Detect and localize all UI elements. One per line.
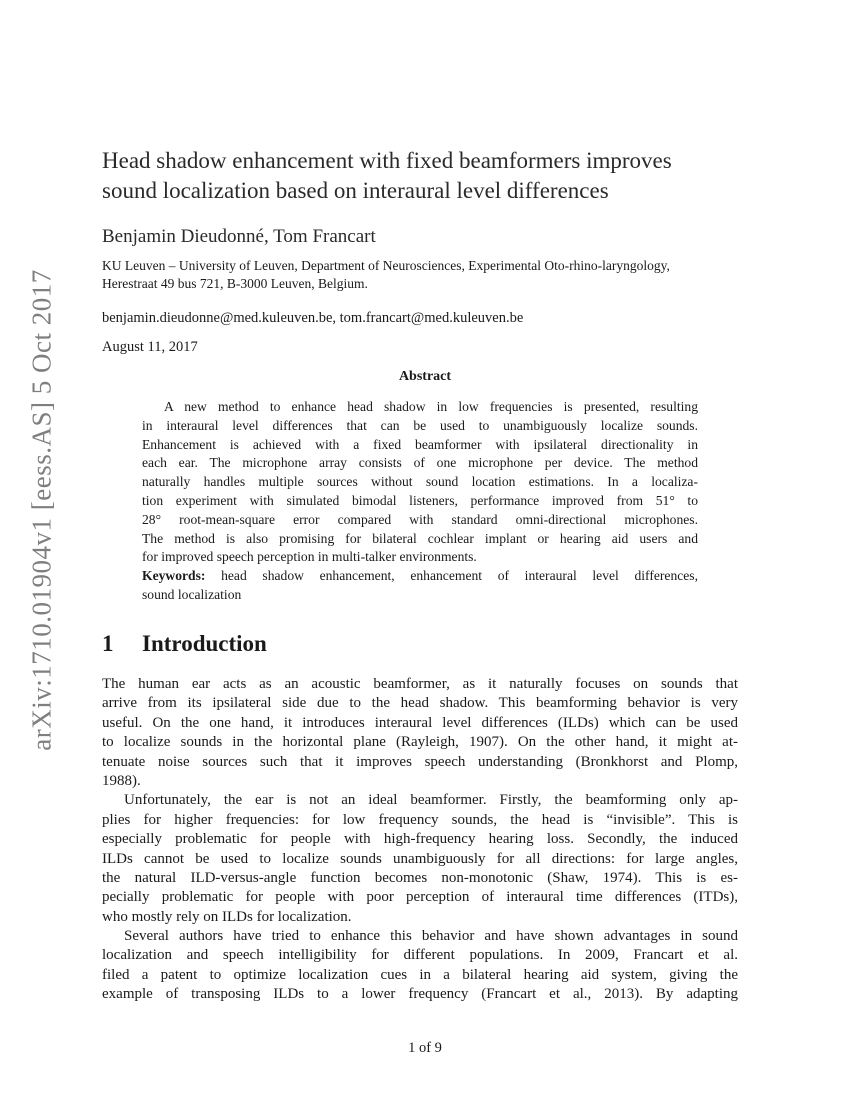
abstract-line: Enhancement is achieved with a fixed beamformer with ipsilateral directionality in	[142, 436, 698, 452]
paragraph-line: filed a patent to optimize localization cues in a bilateral hearing aid system, giving the	[102, 966, 738, 983]
paragraph-line: The human ear acts as an acoustic beamformer, as it naturally focuses on sounds that	[102, 676, 738, 692]
arxiv-identifier-stamp[interactable]: arXiv:1710.01904v1 [eess.AS] 5 Oct 2017	[26, 269, 57, 751]
affiliation	[102, 257, 742, 293]
paragraph-line: arrive from its ipsilateral side due to the head shadow. This beamforming behavior is very	[102, 695, 738, 712]
abstract-line: 28° root-mean-square error compared with standard omni-directional microphones.	[142, 511, 698, 527]
title-line: Head shadow enhancement with fixed beamformers improves	[102, 148, 672, 173]
abstract-line: tion experiment with simulated bimodal listeners, performance improved from 51° to	[142, 492, 698, 508]
keywords-text: head shadow enhancement, enhancement of interaural level differences,	[221, 568, 698, 584]
affiliation-line: Herestraat 49 bus 721, B-3000 Leuven, Belgium.	[102, 276, 368, 291]
section-number: 1	[102, 631, 114, 656]
abstract-line: for improved speech perception in multi-talker environments.	[142, 549, 477, 565]
paragraph-line: localization and speech intelligibility for different populations. In 2009, Francart et al.	[102, 947, 738, 964]
author-emails[interactable]: benjamin.dieudonne@med.kuleuven.be, tom.francart@med.kuleuven.be	[102, 310, 524, 326]
paragraph-line: who mostly rely on ILDs for localization.	[102, 908, 352, 925]
keywords-line	[142, 567, 698, 586]
section-heading-introduction	[102, 631, 267, 657]
paragraph-line: useful. On the one hand, it introduces interaural level differences (ILDs) which can be used	[102, 714, 738, 731]
paragraph-line: example of transposing ILDs to a lower frequency (Francart et al., 2013). By adapting	[102, 986, 738, 1003]
paragraph-line: the natural ILD-versus-angle function becomes non-monotonic (Shaw, 1974). This is es-	[102, 869, 738, 886]
author-list: Benjamin Dieudonné, Tom Francart	[102, 226, 376, 247]
paragraph-line: Several authors have tried to enhance this behavior and have shown advantages in sound	[124, 928, 738, 945]
affiliation-line: KU Leuven – University of Leuven, Department of Neurosciences, Experimental Oto-rhino-laryngology,	[102, 258, 670, 273]
paper-title	[102, 146, 742, 206]
paragraph-line: Unfortunately, the ear is not an ideal beamformer. Firstly, the beamforming only ap-	[124, 792, 738, 809]
introduction-body	[102, 675, 738, 1005]
paragraph-line: 1988).	[102, 772, 141, 789]
abstract-line: each ear. The microphone array consists of one microphone per device. The method	[142, 455, 698, 471]
paragraph-line: pecially problematic for people with poor perception of interaural time differences (ITDs),	[102, 889, 738, 906]
paper-date: August 11, 2017	[102, 339, 198, 355]
abstract-line: A new method to enhance head shadow in low frequencies is presented, resulting	[164, 399, 698, 414]
abstract-body	[142, 398, 698, 605]
paragraph-line: ILDs cannot be used to localize sounds unambiguously for all directions: for large angles,	[102, 850, 738, 867]
keywords-line: sound localization	[142, 586, 242, 602]
abstract-line: The method is also promising for bilateral cochlear implant or hearing aid users and	[142, 530, 698, 546]
abstract-line: in interaural level differences that can be used to unambiguously localize sounds.	[142, 417, 698, 433]
title-line: sound localization based on interaural level differences	[102, 178, 609, 203]
paragraph-line: especially problematic for people with high-frequency hearing loss. Secondly, the induced	[102, 831, 738, 848]
section-title: Introduction	[142, 631, 267, 656]
page-number: 1 of 9	[408, 1040, 442, 1056]
paragraph-line: tenuate noise sources such that it improves speech understanding (Bronkhorst and Plomp,	[102, 753, 738, 770]
abstract-line: naturally handles multiple sources without sound location estimations. In a localiza-	[142, 474, 698, 490]
paragraph-line: to localize sounds in the horizontal plane (Rayleigh, 1907). On the other hand, it might at-	[102, 734, 738, 751]
paragraph-line: plies for higher frequencies: for low frequency sounds, the head is “invisible”. This is	[102, 811, 738, 828]
keywords-label: Keywords:	[142, 568, 206, 584]
abstract-heading: Abstract	[398, 369, 452, 384]
